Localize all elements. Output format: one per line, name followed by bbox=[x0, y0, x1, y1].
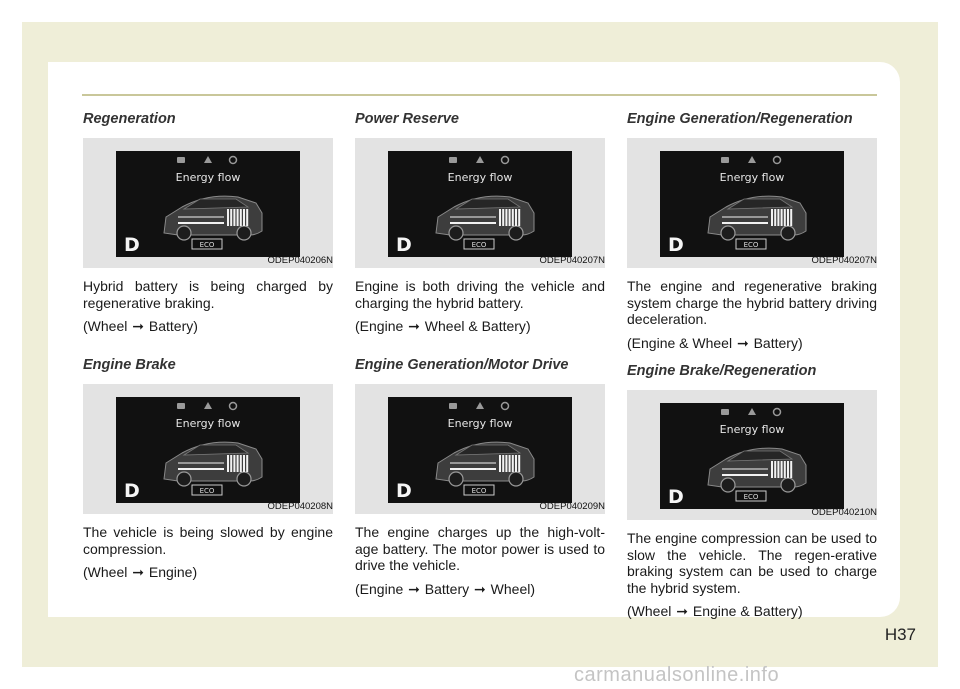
energy-flow-figure bbox=[83, 138, 333, 268]
gear-icon bbox=[502, 403, 509, 410]
screen-title: Energy flow bbox=[447, 417, 513, 430]
cluster-screen bbox=[388, 397, 572, 503]
front-wheel bbox=[721, 478, 735, 492]
arrow-icon: ➞ bbox=[128, 564, 148, 580]
front-wheel bbox=[177, 226, 191, 240]
warning-icon bbox=[476, 156, 484, 163]
section-engine-generation-regeneration bbox=[627, 111, 877, 352]
flow-text: (Engine ➞ Battery ➞ Wheel) bbox=[355, 580, 536, 597]
front-wheel bbox=[177, 472, 191, 486]
car-window bbox=[728, 199, 792, 209]
eco-label: ECO bbox=[471, 487, 487, 495]
section-engine-generation-motor-drive bbox=[355, 357, 605, 598]
section-body: Engine is both driving the vehicle and charging the hybrid battery. bbox=[355, 278, 605, 311]
screen-title: Energy flow bbox=[447, 171, 513, 184]
rear-wheel bbox=[509, 472, 523, 486]
battery-bar bbox=[502, 455, 504, 472]
car-window bbox=[456, 199, 520, 209]
warning-icon bbox=[204, 156, 212, 163]
energy-flow-screen-svg bbox=[660, 151, 844, 257]
image-code: ODEP040209N bbox=[539, 501, 605, 512]
car-icon bbox=[721, 157, 729, 163]
eco-label: ECO bbox=[471, 241, 487, 249]
battery-bar bbox=[784, 461, 786, 478]
energy-flow-figure bbox=[83, 384, 333, 514]
flow-item: Wheel bbox=[631, 603, 672, 619]
warning-icon bbox=[204, 402, 212, 409]
battery-bar bbox=[243, 209, 245, 226]
gear-indicator: D bbox=[396, 234, 412, 256]
flow-text: (Wheel ➞ Engine & Battery) bbox=[627, 603, 803, 619]
cluster-screen bbox=[116, 151, 300, 257]
image-code: ODEP040207N bbox=[811, 255, 877, 266]
image-code: ODEP040210N bbox=[811, 507, 877, 518]
cluster-screen bbox=[660, 403, 844, 509]
battery-bar bbox=[502, 209, 504, 226]
arrow-icon: ➞ bbox=[404, 580, 424, 597]
energy-flow-screen-svg bbox=[660, 403, 844, 509]
image-code: ODEP040206N bbox=[267, 255, 333, 266]
section-heading: Engine Generation/Regeneration bbox=[627, 111, 853, 127]
flow-item: Wheel bbox=[87, 564, 128, 580]
battery-bar bbox=[233, 455, 235, 472]
cluster-screen bbox=[388, 151, 572, 257]
front-wheel bbox=[721, 226, 735, 240]
front-wheel bbox=[449, 226, 463, 240]
section-regeneration bbox=[83, 111, 333, 335]
flow-item: Wheel & Battery bbox=[424, 318, 526, 334]
rear-wheel bbox=[781, 226, 795, 240]
gear-indicator: D bbox=[668, 486, 684, 508]
energy-flow-screen-svg bbox=[388, 151, 572, 257]
warning-icon bbox=[748, 408, 756, 415]
screen-title: Energy flow bbox=[719, 171, 785, 184]
eco-label: ECO bbox=[199, 241, 215, 249]
rear-wheel bbox=[237, 226, 251, 240]
gear-icon bbox=[230, 157, 237, 164]
flow-item: Wheel bbox=[87, 318, 128, 334]
energy-flow-screen-svg bbox=[388, 397, 572, 503]
arrow-icon: ➞ bbox=[672, 603, 692, 619]
battery-bar bbox=[518, 209, 520, 226]
eco-label: ECO bbox=[199, 487, 215, 495]
energy-flow-figure bbox=[355, 138, 605, 268]
energy-flow-screen-svg bbox=[116, 397, 300, 503]
image-code: ODEP040207N bbox=[539, 255, 605, 266]
section-engine-brake-regeneration bbox=[627, 363, 877, 620]
gear-icon bbox=[502, 157, 509, 164]
rear-wheel bbox=[509, 226, 523, 240]
screen-title: Energy flow bbox=[719, 423, 785, 436]
battery-bar bbox=[237, 209, 239, 226]
eco-label: ECO bbox=[743, 241, 759, 249]
flow-text: (Engine & Wheel ➞ Battery) bbox=[627, 334, 803, 351]
warning-icon bbox=[748, 156, 756, 163]
flow-item: Engine & Battery bbox=[692, 603, 798, 619]
section-body: The engine charges up the high-volt-age battery. The motor power is used to drive the vehicle. bbox=[355, 524, 605, 573]
section-heading: Regeneration bbox=[83, 111, 176, 127]
battery-bar bbox=[246, 455, 248, 472]
watermark: carmanualsonline.info bbox=[574, 664, 780, 686]
section-engine-brake bbox=[83, 357, 333, 581]
cluster-screen bbox=[116, 397, 300, 503]
gear-indicator: D bbox=[396, 480, 412, 502]
gear-indicator: D bbox=[668, 234, 684, 256]
cluster-screen bbox=[660, 151, 844, 257]
section-heading: Engine Brake bbox=[83, 357, 176, 373]
car-window bbox=[184, 445, 248, 455]
battery-bar bbox=[787, 461, 789, 478]
flow-text: (Wheel ➞ Battery) bbox=[83, 318, 198, 334]
flow-item: Battery bbox=[148, 318, 194, 334]
car-icon bbox=[449, 403, 457, 409]
page-number: H37 bbox=[884, 625, 916, 644]
gear-icon bbox=[230, 403, 237, 410]
warning-icon bbox=[476, 402, 484, 409]
flow-text: (Engine ➞ Wheel & Battery) bbox=[355, 318, 531, 334]
energy-flow-figure bbox=[627, 390, 877, 520]
battery-bar bbox=[499, 209, 501, 226]
battery-bar bbox=[790, 209, 792, 226]
flow-text: (Wheel ➞ Engine) bbox=[83, 564, 198, 580]
battery-bar bbox=[512, 455, 514, 472]
battery-bar bbox=[509, 455, 511, 472]
gear-icon bbox=[774, 157, 781, 164]
section-body: The engine compression can be used to slow the vehicle. The regen-erative braking system can be used to charge the hybrid system. bbox=[627, 530, 877, 596]
header-rule bbox=[82, 94, 877, 96]
section-body: The engine and regenerative braking system charge the hybrid battery driving deceleration. bbox=[627, 278, 877, 327]
arrow-icon: ➞ bbox=[404, 318, 424, 334]
car-window bbox=[184, 199, 248, 209]
battery-bar bbox=[787, 209, 789, 226]
section-body: Hybrid battery is being charged by regenerative braking. bbox=[83, 278, 333, 311]
screen-title: Energy flow bbox=[175, 171, 241, 184]
battery-bar bbox=[512, 209, 514, 226]
flow-item: Engine bbox=[148, 564, 193, 580]
arrow-icon: ➞ bbox=[470, 580, 490, 597]
battery-bar bbox=[505, 455, 507, 472]
battery-bar bbox=[777, 461, 779, 478]
energy-flow-figure bbox=[355, 384, 605, 514]
flow-item: Battery bbox=[424, 580, 470, 597]
section-power-reserve bbox=[355, 111, 605, 335]
energy-flow-screen-svg bbox=[116, 151, 300, 257]
battery-bar bbox=[499, 455, 501, 472]
flow-item: Engine bbox=[359, 580, 404, 597]
screen-title: Energy flow bbox=[175, 417, 241, 430]
front-wheel bbox=[449, 472, 463, 486]
battery-bar bbox=[774, 209, 776, 226]
battery-bar bbox=[233, 209, 235, 226]
battery-bar bbox=[771, 209, 773, 226]
battery-bar bbox=[518, 455, 520, 472]
flow-item: Engine bbox=[359, 318, 404, 334]
battery-bar bbox=[509, 209, 511, 226]
flow-item: Wheel bbox=[490, 580, 531, 597]
car-icon bbox=[177, 157, 185, 163]
section-heading: Power Reserve bbox=[355, 111, 459, 127]
battery-bar bbox=[227, 455, 229, 472]
battery-bar bbox=[774, 461, 776, 478]
battery-bar bbox=[790, 461, 792, 478]
battery-bar bbox=[230, 455, 232, 472]
arrow-icon: ➞ bbox=[733, 334, 753, 351]
battery-bar bbox=[240, 209, 242, 226]
rear-wheel bbox=[781, 478, 795, 492]
gear-indicator: D bbox=[124, 480, 140, 502]
section-heading: Engine Brake/Regeneration bbox=[627, 363, 817, 379]
section-heading: Engine Generation/Motor Drive bbox=[355, 357, 569, 373]
battery-bar bbox=[237, 455, 239, 472]
image-code: ODEP040208N bbox=[267, 501, 333, 512]
battery-bar bbox=[240, 455, 242, 472]
battery-bar bbox=[515, 209, 517, 226]
battery-bar bbox=[246, 209, 248, 226]
battery-bar bbox=[243, 455, 245, 472]
car-icon bbox=[721, 409, 729, 415]
gear-icon bbox=[774, 409, 781, 416]
car-icon bbox=[177, 403, 185, 409]
battery-bar bbox=[505, 209, 507, 226]
arrow-icon: ➞ bbox=[128, 318, 148, 334]
gear-indicator: D bbox=[124, 234, 140, 256]
car-window bbox=[728, 451, 792, 461]
battery-bar bbox=[781, 209, 783, 226]
battery-bar bbox=[771, 461, 773, 478]
flow-item: Battery bbox=[753, 334, 798, 351]
battery-bar bbox=[781, 461, 783, 478]
battery-bar bbox=[227, 209, 229, 226]
rear-wheel bbox=[237, 472, 251, 486]
eco-label: ECO bbox=[743, 493, 759, 501]
battery-bar bbox=[515, 455, 517, 472]
battery-bar bbox=[784, 209, 786, 226]
car-window bbox=[456, 445, 520, 455]
battery-bar bbox=[230, 209, 232, 226]
flow-item: Engine & Wheel bbox=[631, 334, 733, 351]
battery-bar bbox=[777, 209, 779, 226]
car-icon bbox=[449, 157, 457, 163]
section-body: The vehicle is being slowed by engine compression. bbox=[83, 524, 333, 557]
energy-flow-figure bbox=[627, 138, 877, 268]
